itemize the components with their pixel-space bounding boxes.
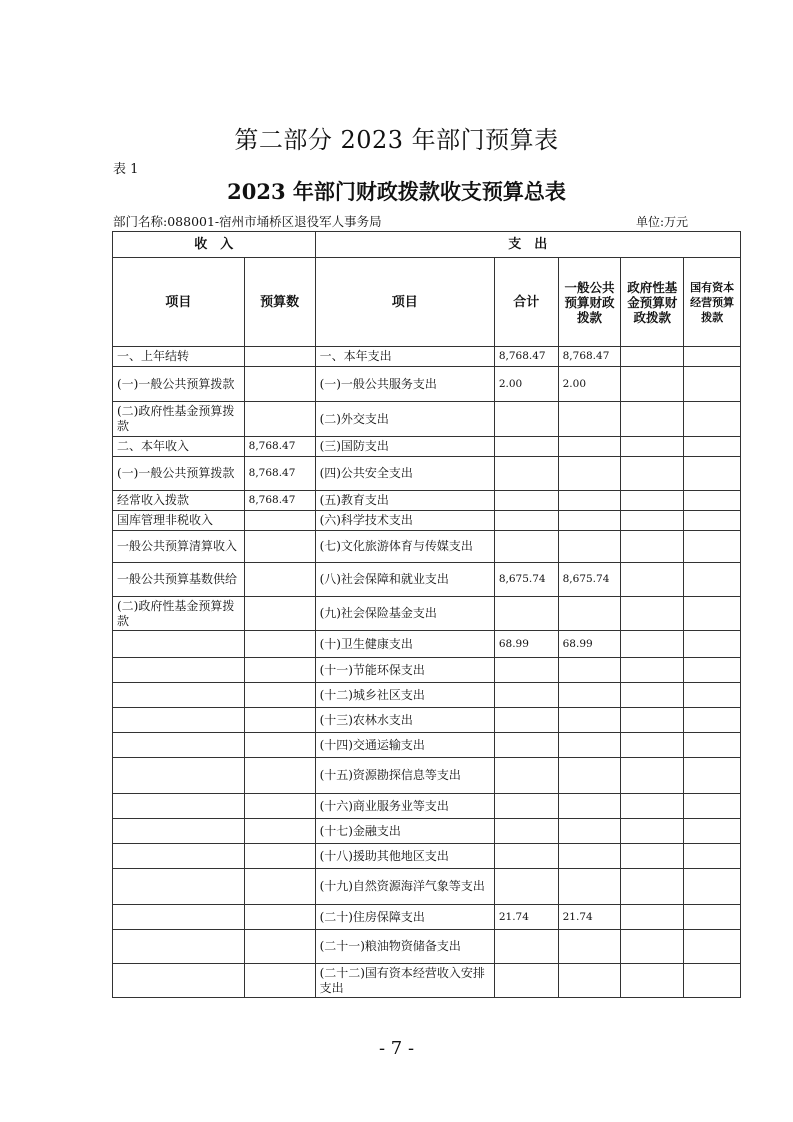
expense-fund-cell [621,930,684,964]
income-value-cell [244,844,315,869]
expense-fund-cell [621,597,684,631]
income-value-cell [244,905,315,930]
expense-fund-cell [621,819,684,844]
expense-fund-cell [621,844,684,869]
expense-general-cell [558,437,621,457]
page-number: - 7 - [378,1038,415,1059]
expense-item-cell: (六)科学技术支出 [315,511,494,531]
expense-total-cell: 21.74 [494,905,558,930]
income-value-cell [244,869,315,905]
header-column-row [113,258,741,347]
income-value-cell [244,819,315,844]
income-item-cell [113,844,245,869]
expense-general-cell [558,794,621,819]
expense-state-capital-cell [684,597,741,631]
expense-fund-cell [621,491,684,511]
expense-total-cell [494,794,558,819]
income-item-cell [113,964,245,998]
expense-item-cell: (十六)商业服务业等支出 [315,794,494,819]
expense-total-cell [494,658,558,683]
table-row [113,708,741,733]
expense-fund-cell [621,531,684,563]
expense-general-cell [558,844,621,869]
expense-state-capital-cell [684,794,741,819]
expense-total-cell [494,511,558,531]
expense-fund-cell [621,658,684,683]
income-item-cell: 经常收入拨款 [113,491,245,511]
expense-item-cell: (七)文化旅游体育与传媒支出 [315,531,494,563]
expense-total-cell [494,683,558,708]
expense-item-cell: (十三)农林水支出 [315,708,494,733]
expense-item-cell: (五)教育支出 [315,491,494,511]
expense-general-cell [558,733,621,758]
income-value-cell: 8,768.47 [244,491,315,511]
income-value-cell [244,930,315,964]
expense-state-capital-cell [684,531,741,563]
expense-item-cell: (九)社会保险基金支出 [315,597,494,631]
expense-item-cell: (二)外交支出 [315,402,494,437]
expense-item-cell: 一、本年支出 [315,347,494,367]
table-row [113,930,741,964]
income-item-cell: (二)政府性基金预算拨款 [113,597,245,631]
expense-item-cell: (十八)援助其他地区支出 [315,844,494,869]
income-item-cell: (一)一般公共预算拨款 [113,367,245,402]
table-row [113,491,741,511]
expense-fund-cell [621,794,684,819]
expense-general-cell [558,658,621,683]
expense-item-cell: (十七)金融支出 [315,819,494,844]
income-budget-header: 预算数 [244,258,315,347]
income-item-cell [113,758,245,794]
income-value-cell [244,367,315,402]
expense-total-cell [494,930,558,964]
income-item-cell: 一般公共预算清算收入 [113,531,245,563]
expense-general-cell [558,511,621,531]
table-row [113,819,741,844]
expense-general-cell [558,491,621,511]
expense-state-capital-cell [684,437,741,457]
expense-total-cell: 8,768.47 [494,347,558,367]
income-item-cell: 二、本年收入 [113,437,245,457]
expense-general-cell [558,531,621,563]
income-item-cell: 一、上年结转 [113,347,245,367]
expense-general-cell [558,402,621,437]
expense-fund-cell [621,733,684,758]
expense-total-cell [494,844,558,869]
table-row [113,457,741,491]
income-item-cell [113,819,245,844]
expense-fund-cell [621,905,684,930]
expense-general-cell: 8,768.47 [558,347,621,367]
income-item-cell: (一)一般公共预算拨款 [113,457,245,491]
income-item-cell [113,683,245,708]
expense-general-cell [558,457,621,491]
expense-total-cell [494,758,558,794]
expense-state-capital-cell [684,869,741,905]
expense-item-cell: (二十一)粮油物资储备支出 [315,930,494,964]
expense-state-capital-cell [684,758,741,794]
expense-state-capital-cell [684,511,741,531]
income-item-cell: 国库管理非税收入 [113,511,245,531]
expense-total-cell [494,457,558,491]
expense-general-cell [558,683,621,708]
income-value-cell [244,631,315,658]
expense-state-capital-cell [684,819,741,844]
expense-general-cell [558,597,621,631]
budget-table [112,231,741,998]
expense-state-capital-cell [684,708,741,733]
table-row [113,683,741,708]
expense-total-cell [494,819,558,844]
income-value-cell [244,531,315,563]
expense-state-capital-cell [684,457,741,491]
expense-fund-cell [621,511,684,531]
expense-total-cell [494,869,558,905]
table-row [113,597,741,631]
expense-general-cell [558,758,621,794]
income-item-cell [113,930,245,964]
table-row [113,905,741,930]
expense-state-capital-cell [684,964,741,998]
table-number: 表 1 [113,162,139,177]
expense-general-cell [558,819,621,844]
expense-total-cell: 68.99 [494,631,558,658]
income-header: 收 入 [113,232,316,258]
expense-total-cell [494,531,558,563]
expense-item-cell: (十五)资源勘探信息等支出 [315,758,494,794]
expense-item-cell: (二十二)国有资本经营收入安排支出 [315,964,494,998]
expense-item-cell: (八)社会保障和就业支出 [315,563,494,597]
income-item-cell [113,658,245,683]
expense-state-capital-cell [684,930,741,964]
expense-fund-cell [621,402,684,437]
expense-fund-cell [621,457,684,491]
income-value-cell [244,964,315,998]
table-row [113,794,741,819]
expense-fund-cell [621,683,684,708]
table-row [113,964,741,998]
table-row [113,531,741,563]
expense-general-cell: 21.74 [558,905,621,930]
state-capital-header: 国有资本经营预算拨款 [684,258,741,347]
expense-fund-cell [621,869,684,905]
table-row [113,869,741,905]
expense-general-cell: 8,675.74 [558,563,621,597]
income-value-cell [244,658,315,683]
expense-total-cell: 8,675.74 [494,563,558,597]
income-value-cell [244,402,315,437]
income-item-header: 项目 [113,258,245,347]
expense-item-cell: (二十)住房保障支出 [315,905,494,930]
table-row [113,511,741,531]
income-item-cell: (二)政府性基金预算拨款 [113,402,245,437]
expense-state-capital-cell [684,631,741,658]
expense-state-capital-cell [684,658,741,683]
expense-item-cell: (四)公共安全支出 [315,457,494,491]
expense-total-cell: 2.00 [494,367,558,402]
income-item-cell [113,733,245,758]
income-item-cell [113,631,245,658]
expense-total-cell [494,708,558,733]
unit-label: 单位:万元 [636,215,689,229]
income-value-cell [244,733,315,758]
income-value-cell [244,597,315,631]
expense-state-capital-cell [684,563,741,597]
table-title: 2023 年部门财政拨款收支预算总表 [227,179,566,204]
expense-total-cell [494,964,558,998]
income-value-cell: 8,768.47 [244,437,315,457]
table-row [113,437,741,457]
income-value-cell: 8,768.47 [244,457,315,491]
income-value-cell [244,563,315,597]
table-row [113,658,741,683]
income-item-cell [113,708,245,733]
table-row [113,758,741,794]
expense-fund-cell [621,708,684,733]
expense-state-capital-cell [684,683,741,708]
expense-state-capital-cell [684,733,741,758]
expense-general-cell [558,708,621,733]
table-row [113,563,741,597]
total-header: 合计 [494,258,558,347]
expense-item-cell: (十四)交通运输支出 [315,733,494,758]
income-value-cell [244,511,315,531]
general-budget-header: 一般公共预算财政拨款 [558,258,621,347]
table-row [113,631,741,658]
expense-item-cell: (十一)节能环保支出 [315,658,494,683]
budget-body [113,347,741,998]
table-row [113,844,741,869]
expense-general-cell [558,930,621,964]
table-row [113,402,741,437]
income-value-cell [244,758,315,794]
income-item-cell [113,869,245,905]
header-group-row [113,232,741,258]
expense-item-cell: (一)一般公共服务支出 [315,367,494,402]
table-row [113,367,741,402]
expense-fund-cell [621,631,684,658]
expense-header: 支 出 [315,232,740,258]
expense-fund-cell [621,437,684,457]
expense-total-cell [494,491,558,511]
table-row [113,347,741,367]
expense-state-capital-cell [684,402,741,437]
expense-fund-cell [621,964,684,998]
income-item-cell [113,794,245,819]
expense-item-cell: (十二)城乡社区支出 [315,683,494,708]
fund-budget-header: 政府性基金预算财政拨款 [621,258,684,347]
expense-total-cell [494,597,558,631]
expense-fund-cell [621,758,684,794]
expense-total-cell [494,437,558,457]
expense-item-cell: (十九)自然资源海洋气象等支出 [315,869,494,905]
expense-general-cell [558,869,621,905]
income-value-cell [244,347,315,367]
income-value-cell [244,708,315,733]
expense-general-cell [558,964,621,998]
expense-item-cell: (三)国防支出 [315,437,494,457]
income-item-cell [113,905,245,930]
income-value-cell [244,683,315,708]
expense-fund-cell [621,347,684,367]
expense-fund-cell [621,563,684,597]
income-value-cell [244,794,315,819]
table-row [113,733,741,758]
expense-state-capital-cell [684,905,741,930]
part-title: 第二部分 2023 年部门预算表 [234,126,559,154]
expense-state-capital-cell [684,367,741,402]
expense-total-cell [494,733,558,758]
expense-general-cell: 68.99 [558,631,621,658]
expense-state-capital-cell [684,347,741,367]
department-name: 部门名称:088001-宿州市埇桥区退役军人事务局 [113,214,382,229]
expense-total-cell [494,402,558,437]
expense-item-cell: (十)卫生健康支出 [315,631,494,658]
expense-fund-cell [621,367,684,402]
expense-item-header: 项目 [315,258,494,347]
income-item-cell: 一般公共预算基数供给 [113,563,245,597]
expense-general-cell: 2.00 [558,367,621,402]
expense-state-capital-cell [684,844,741,869]
expense-state-capital-cell [684,491,741,511]
